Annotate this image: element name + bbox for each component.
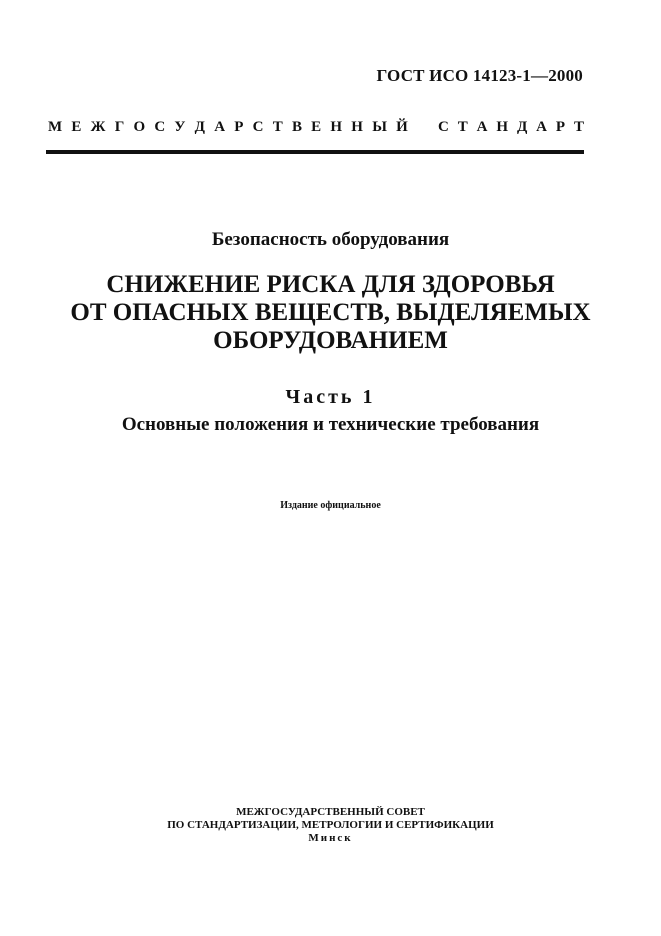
standard-category: Безопасность оборудования xyxy=(211,229,450,250)
publisher-line-2: ПО СТАНДАРТИЗАЦИИ, МЕТРОЛОГИИ И СЕРТИФИКАЦИИ xyxy=(167,819,494,831)
main-title-line-3: ОБОРУДОВАНИЕМ xyxy=(213,327,448,354)
publisher-block xyxy=(0,806,661,845)
part-subtitle: Основные положения и технические требования xyxy=(121,414,540,435)
standard-type-word-1: М Е Ж Г О С У Д А Р С Т В Е Н Н Ы Й xyxy=(48,119,408,135)
edition-note: Издание официальное xyxy=(280,500,381,511)
main-title xyxy=(0,271,661,355)
document-code: ГОСТ ИСО 14123-1—2000 xyxy=(376,66,583,85)
header-divider xyxy=(46,150,584,154)
standard-type-banner xyxy=(48,119,584,136)
publisher-line-1: МЕЖГОСУДАРСТВЕННЫЙ СОВЕТ xyxy=(236,806,425,818)
standard-type-word-2: С Т А Н Д А Р Т xyxy=(438,119,584,135)
main-title-line-2: ОТ ОПАСНЫХ ВЕЩЕСТВ, ВЫДЕЛЯЕМЫХ xyxy=(70,299,591,326)
publisher-city: Минск xyxy=(308,832,353,844)
part-label: Часть 1 xyxy=(285,386,376,408)
main-title-line-1: СНИЖЕНИЕ РИСКА ДЛЯ ЗДОРОВЬЯ xyxy=(106,271,555,298)
